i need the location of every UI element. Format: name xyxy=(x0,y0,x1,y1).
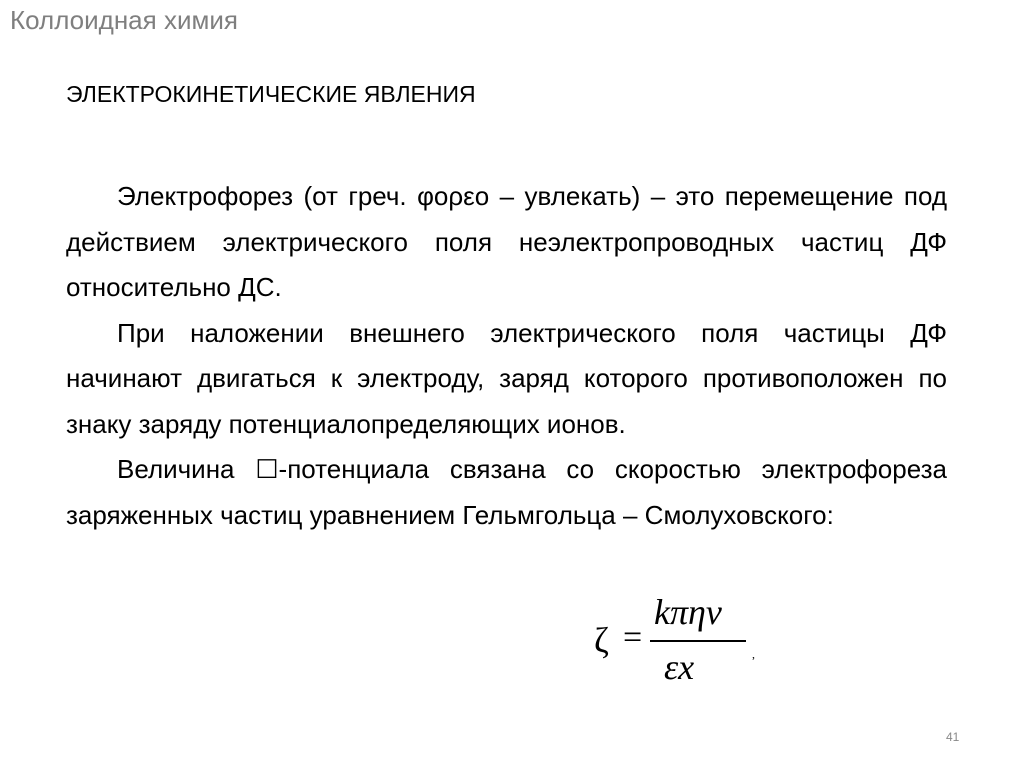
section-heading: ЭЛЕКТРОКИНЕТИЧЕСКИЕ ЯВЛЕНИЯ xyxy=(66,81,476,107)
paragraph-electrophoresis-definition: Электрофорез (от греч. φορεο – увлекать) – это перемещение под действием электрического поля неэлектропроводных частиц ДФ относительно ДС. xyxy=(66,181,947,302)
helmholtz-smoluchowski-formula xyxy=(590,593,760,693)
formula-fraction-bar xyxy=(650,640,746,642)
formula-equals: = xyxy=(623,619,643,656)
formula-comma: , xyxy=(752,647,755,661)
body-text xyxy=(66,174,947,538)
page-number: 41 xyxy=(946,730,960,744)
course-title: Коллоидная химия xyxy=(10,5,238,35)
paragraph-zeta-potential: Величина ☐-потенциала связана со скоростью электрофореза заряженных частиц уравнением Гельмгольца – Смолуховского: xyxy=(66,454,947,530)
formula-numerator: kπην xyxy=(654,592,722,632)
formula-lhs: ζ xyxy=(594,620,609,660)
formula-denominator: εx xyxy=(664,647,695,687)
paragraph-particle-motion: При наложении внешнего электрического поля частицы ДФ начинают двигаться к электроду, заряд которого противоположен по знаку заряду потенциалопределяющих ионов. xyxy=(66,317,947,439)
